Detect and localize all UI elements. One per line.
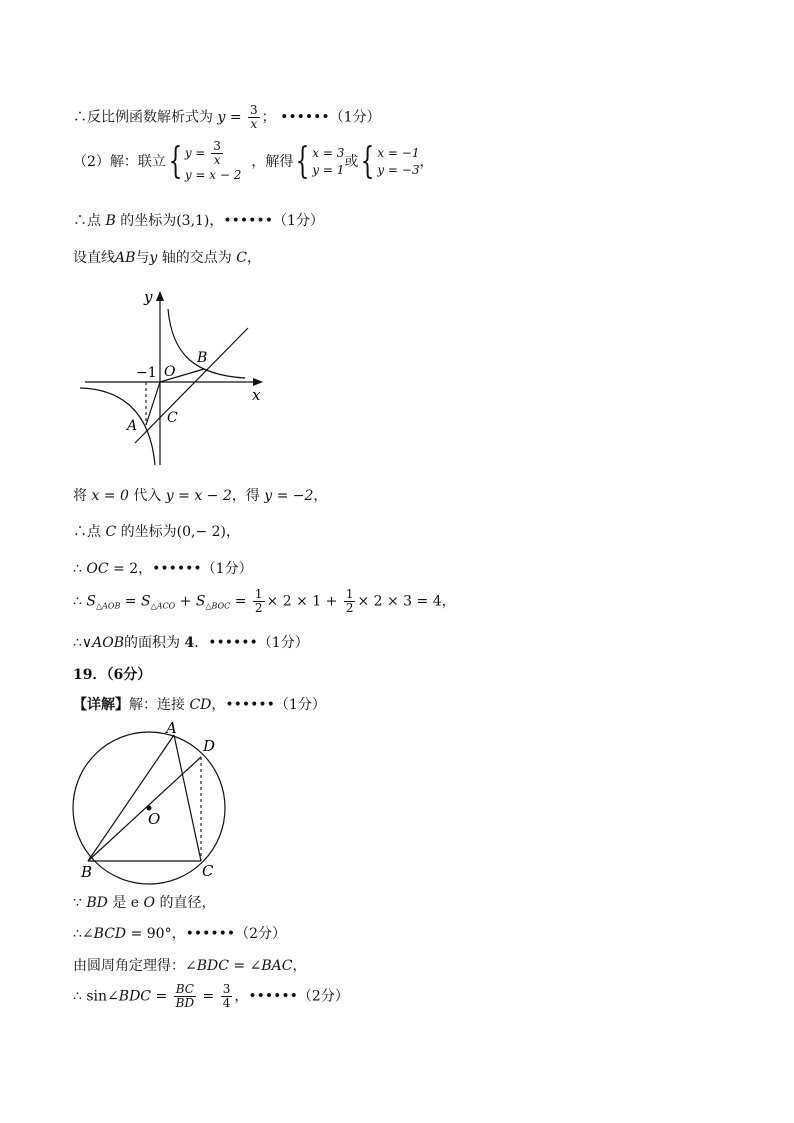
segment-ac bbox=[174, 735, 201, 861]
label-b: B bbox=[81, 863, 93, 881]
circle-figure bbox=[60, 716, 250, 886]
line-ab bbox=[135, 328, 248, 443]
left-brace: { bbox=[168, 141, 183, 182]
segment-oa bbox=[146, 382, 160, 425]
label-d: D bbox=[203, 737, 216, 755]
answer-line-3: ∴点 B 的坐标为(3,1)，••••••（1分） bbox=[73, 213, 324, 229]
hyperbola-figure bbox=[80, 285, 280, 470]
answer-line-13: ∴∠BCD = 90°，••••••（2分） bbox=[73, 926, 287, 942]
answer-line-7: ∴ OC = 2，••••••（1分） bbox=[73, 561, 253, 577]
label-o: O bbox=[148, 810, 161, 828]
segment-bd bbox=[88, 757, 201, 861]
answer-line-1: ∴反比例函数解析式为 y = $\frac{3}{x}$ ； ••••••（1分） bbox=[73, 103, 381, 131]
answer-line-4: 设直线AB与y 轴的交点为 C， bbox=[73, 250, 261, 266]
x-axis-arrow bbox=[253, 378, 263, 386]
answer-line-11: 【详解】解：连接 CD，••••••（1分） bbox=[73, 697, 326, 713]
label-b: B bbox=[197, 350, 208, 366]
answer-line-6: ∴点 C 的坐标为(0,− 2)， bbox=[73, 524, 240, 540]
solution-2: x = −1 y = −3 bbox=[377, 146, 420, 177]
answer-line-15: ∴ sin∠BDC = $\frac{BC}{BD}$ = $\frac{3}{4}$ ，••••••（2分） bbox=[73, 982, 349, 1010]
answer-line-12: ∵ BD 是 e O 的直径， bbox=[73, 895, 216, 911]
label-y: y bbox=[144, 288, 153, 306]
segment-ab bbox=[88, 735, 174, 861]
y-axis-arrow bbox=[156, 291, 164, 301]
answer-line-9: ∴∨AOB的面积为 4．••••••（1分） bbox=[73, 635, 309, 651]
answer-line-5: 将 x = 0 代入 y = x − 2，得 y = −2， bbox=[73, 488, 328, 504]
equation-system: y = $\frac{3}{x}$ y = x − 2 bbox=[184, 139, 242, 182]
label-o: O bbox=[164, 364, 176, 380]
label-c: C bbox=[167, 410, 178, 426]
hyperbola-branch-left bbox=[80, 388, 155, 465]
label-a: A bbox=[166, 719, 177, 737]
answer-line-14: 由圆周角定理得：∠BDC = ∠BAC， bbox=[73, 958, 307, 974]
label-a: A bbox=[127, 418, 138, 434]
solution-1: x = 3 y = 1 bbox=[312, 146, 345, 177]
label-neg1: −1 bbox=[136, 365, 157, 381]
label-c: C bbox=[202, 862, 214, 880]
answer-line-2: （2）解：联立{ y = $\frac{3}{x}$ y = x − 2 ，解得{ x = 3 y = 1 或{ x = −1 y = −3 ， bbox=[73, 139, 434, 182]
fraction: $\frac{3}{x}$ bbox=[250, 103, 258, 131]
label-x: x bbox=[252, 386, 261, 404]
question-number: 19．（6分） bbox=[73, 667, 152, 683]
answer-line-8: ∴ $S_{\triangle AOB} = S_{\triangle ACO} + S_{\triangle BOC}$ = $\frac{1}{2}$ × 2 × 1 + $\frac{1}{2}$ × 2 × 3 = 4， bbox=[73, 587, 456, 615]
